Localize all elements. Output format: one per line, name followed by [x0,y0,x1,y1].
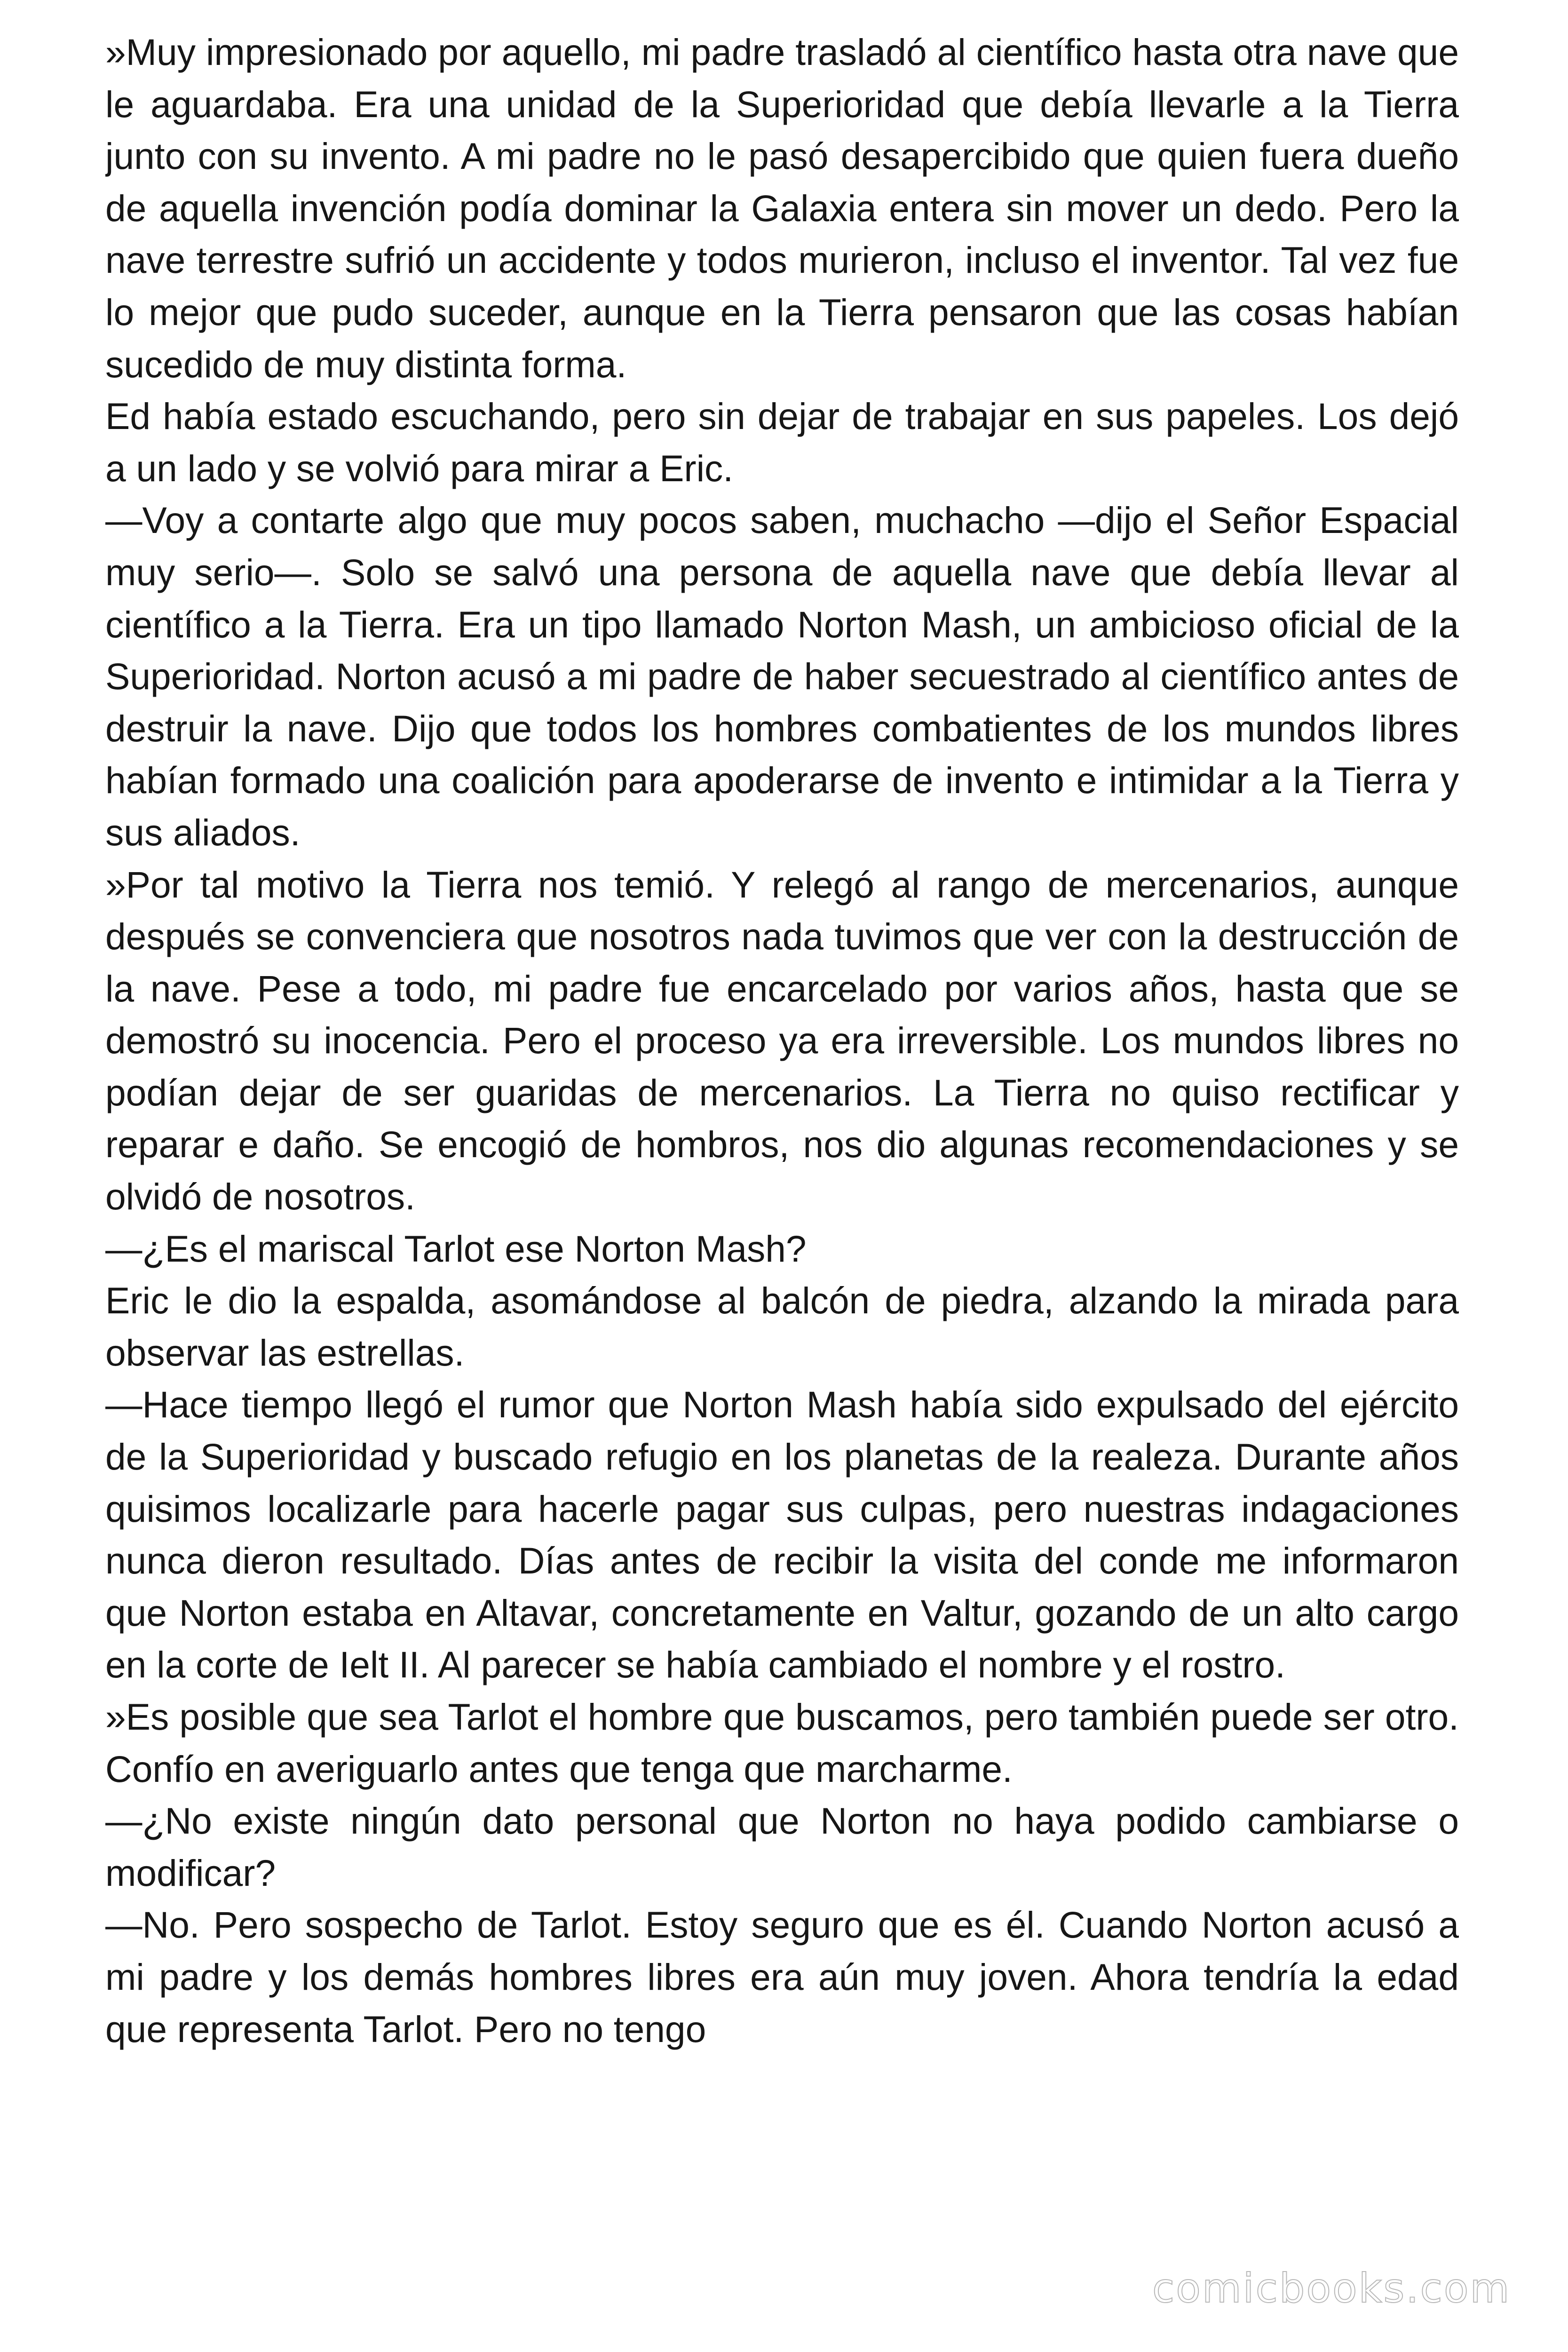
paragraph: »Es posible que sea Tarlot el hombre que buscamos, pero también puede ser otro. Confío en averiguarlo antes que tenga que marcharme. [105,1696,1459,1790]
paragraph: Ed había estado escuchando, pero sin dejar de trabajar en sus papeles. Los dejó a un lado y se volvió para mirar a Eric. [105,396,1459,489]
paragraph: »Por tal motivo la Tierra nos temió. Y relegó al rango de mercenarios, aunque después se convenciera que nosotros nada tuvimos que ver con la destrucción de la nave. Pese a todo, mi padre fue encarcelado por varios años, hasta que se demostró su inocencia. Pero el proceso ya era irreversible. Los mundos libres no podían dejar de ser guaridas de mercenarios. La Tierra no quiso rectificar y reparar e daño. Se encogió de hombros, nos dio algunas recomendaciones y se olvidó de nosotros. [105,864,1459,1218]
paragraph: —Hace tiempo llegó el rumor que Norton Mash había sido expulsado del ejército de la Superioridad y buscado refugio en los planetas de la realeza. Durante años quisimos localizarle para hacerle pagar sus culpas, pero nuestras indagaciones nunca dieron resultado. Días antes de recibir la visita del conde me informaron que Norton estaba en Altavar, concretamente en Valtur, gozando de un alto cargo en la corte de Ielt II. Al parecer se había cambiado el nombre y el rostro. [105,1384,1459,1686]
paragraph: —¿Es el mariscal Tarlot ese Norton Mash? [105,1228,807,1270]
document-page [105,26,1459,2322]
paragraph: —No. Pero sospecho de Tarlot. Estoy seguro que es él. Cuando Norton acusó a mi padre y los demás hombres libres era aún muy joven. Ahora tendría la edad que representa Tarlot. Pero no tengo [105,1904,1459,2050]
paragraph: —¿No existe ningún dato personal que Norton no haya podido cambiarse o modificar? [105,1800,1459,1894]
paragraph: »Muy impresionado por aquello, mi padre trasladó al científico hasta otra nave que le aguardaba. Era una unidad de la Superioridad que debía llevarle a la Tierra junto con su invento. A mi padre no le pasó desapercibido que quien fuera dueño de aquella invención podía dominar la Galaxia entera sin mover un dedo. Pero la nave terrestre sufrió un accidente y todos murieron, incluso el inventor. Tal vez fue lo mejor que pudo suceder, aunque en la Tierra pensaron que las cosas habían sucedido de muy distinta forma. [105,32,1459,385]
paragraph: —Voy a contarte algo que muy pocos saben, muchacho —dijo el Señor Espacial muy serio—. Solo se salvó una persona de aquella nave que debía llevar al científico a la Tierra. Era un tipo llamado Norton Mash, un ambicioso oficial de la Superioridad. Norton acusó a mi padre de haber secuestrado al científico antes de destruir la nave. Dijo que todos los hombres combatientes de los mundos libres habían formado una coalición para apoderarse de invento e intimidar a la Tierra y sus aliados. [105,500,1459,853]
watermark: comicbooks.com [1152,2265,1511,2312]
paragraph: Eric le dio la espalda, asomándose al balcón de piedra, alzando la mirada para observar las estrellas. [105,1280,1459,1374]
